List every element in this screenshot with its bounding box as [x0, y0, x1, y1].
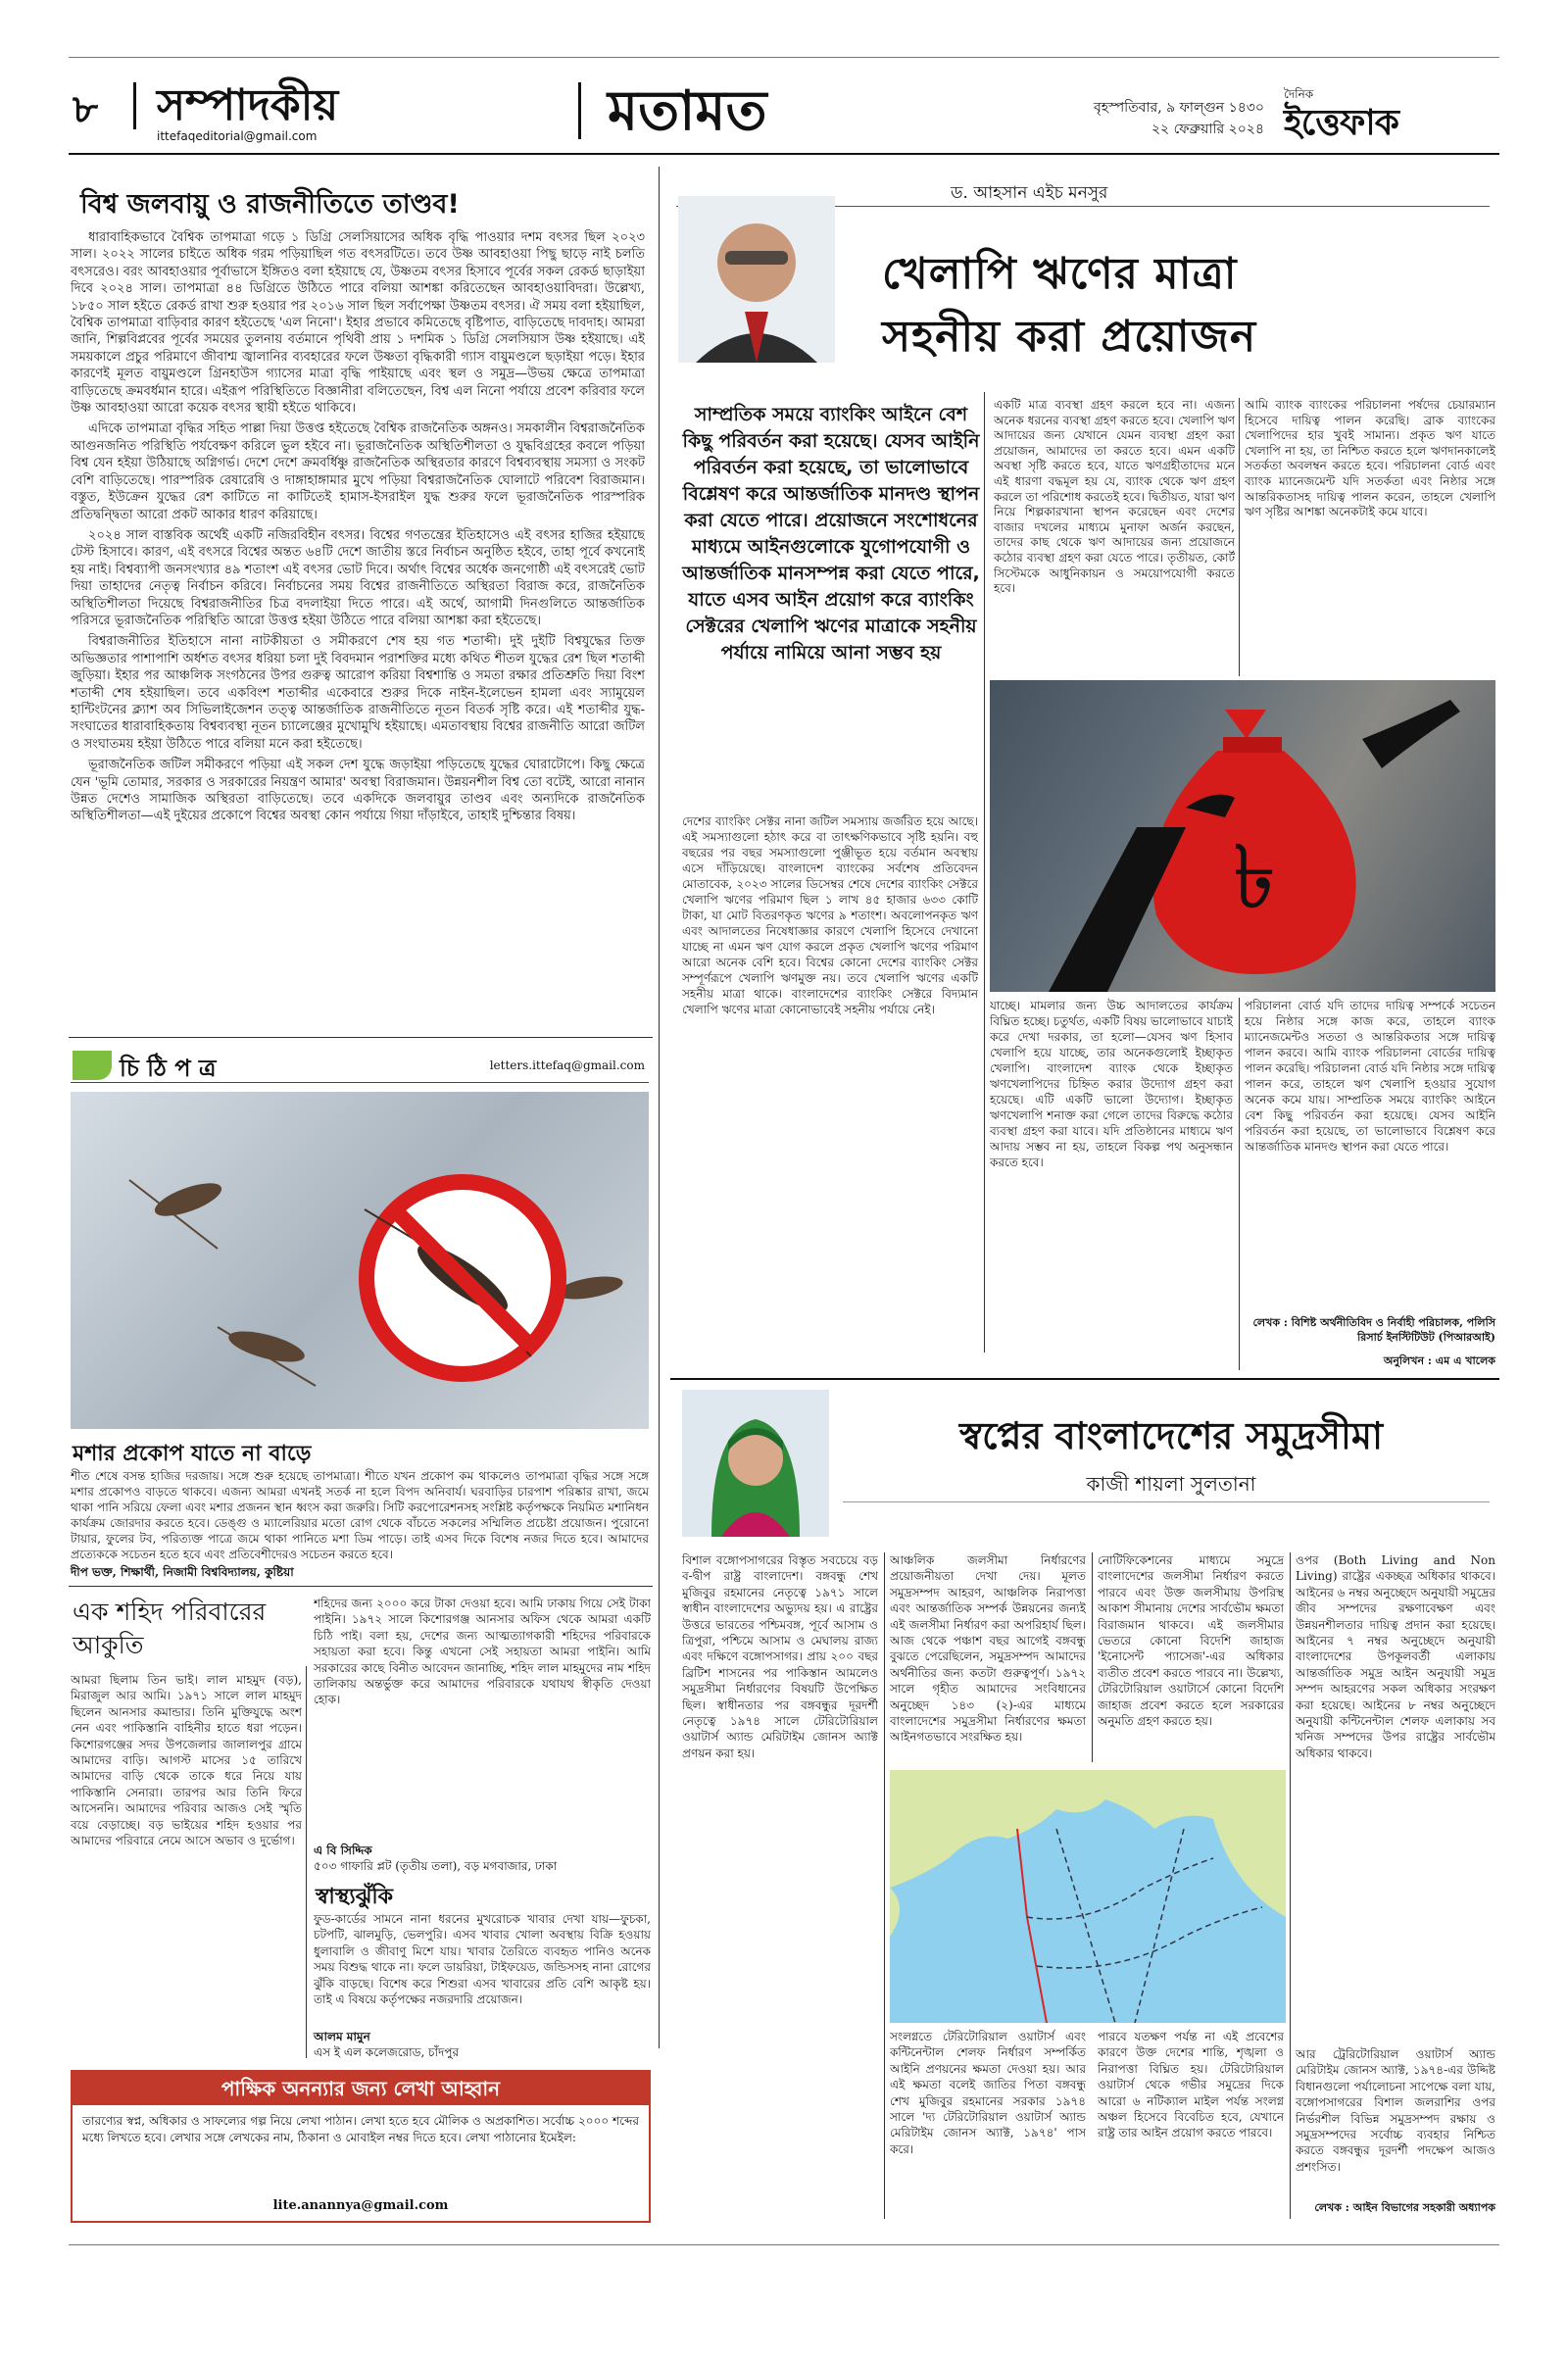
call-email[interactable]: lite.anannya@gmail.com — [272, 2198, 449, 2213]
page-number: ৮ — [73, 87, 98, 132]
martyr-author-address: ৫০৩ গাফারি প্লট (তৃতীয় তলা), বড় মগবাজার, ঢাকা — [314, 1859, 558, 1873]
date-bn: বৃহস্পতিবার, ৯ ফাল্গুন ১৪৩০ — [1093, 100, 1264, 116]
masthead-rule — [69, 153, 1499, 155]
letters-header: চি ঠি প ত্র — [120, 1055, 217, 1082]
oped1-illustration — [990, 680, 1495, 992]
call-body: তারণ্যের স্বপ্ন, অধিকার ও সাফল্যের গল্প নিয়ে লেখা পাঠান। লেখা হতে হবে মৌলিক ও অপ্রকাশিত। সর্বোচ্চ ২০০০ শব্দের মধ্যে লিখতে হবে। লেখার সঙ্গে লেখকের নাম, ঠিকানা ও মোবাইল নম্বর দিতে হবে। লেখা পাঠানোর ইমেইল: — [82, 2114, 639, 2144]
letter-title: মশার প্রকোপ যাতে না বাড়ে — [73, 1442, 312, 1466]
bay-of-bengal-map — [890, 1770, 1286, 2023]
letters-icon — [73, 1051, 112, 1080]
money-bag-hand-illustration — [990, 680, 1495, 992]
bottom-rule — [69, 2244, 1499, 2245]
editorial-body — [71, 229, 645, 994]
letter-author: দীপ ভক্ত, শিক্ষার্থী, নিজামী বিশ্ববিদ্যালয়, কুষ্টিয়া — [71, 1565, 294, 1579]
editorial-paragraph: ২০২৪ সাল বাস্তবিক অর্থেই একটি নজিরবিহীন বৎসর। বিশ্বের গণতন্ত্রের ইতিহাসেও এই বৎসর হাজির হইয়াছে টেস্ট হিসাবে। কারণ, এই বৎসরে বিশ্বের অন্তত ৬৪টি দেশে জাতীয় স্তরে নির্বাচন অনুষ্ঠিত হইবে, তাহা পূর্বে কখনোই হয় নাই। বিশ্বব্যাপী জনসংখ্যার ৪৯ শতাংশ এই বৎসর ভোট দিবে। অর্থাৎ বিশ্বের অর্ধেক জনগোষ্ঠী এই বৎসরেই ভোট দিয়া তাহাদের নেতৃত্ব নির্বাচন করিবে। নির্বাচনের সময় বিশ্বের রাজনীতিতে অস্থিরতা বিরাজ করে, রাজনৈতিক অস্থিতিশীলতা দিয়েছে বিশ্বরাজনীতির চিত্র বদলাইয়া দিতে পারে। এই অর্থে, আগামী দিনগুলিতে আন্তর্জাতিক পরিসরে ভূরাজনৈতিক পরিস্থিতি আরো উত্তপ্ত হইয়া উঠিতে পারে বলিয়া আশঙ্কা করা হইতেছে। — [71, 527, 645, 628]
oped1-col-b: আমি ব্যাংক ব্যাংকের পরিচালনা পর্ষদের চেয়ারম্যান হিসেবে দায়িত্ব পালন করেছি। ব্রাক ব্যাংকের খেলাপিদের হার খুবই সামান্য। প্রকৃত ঋণ যাতে খেলাপি না হয়, তা নিশ্চিত করতে হলে ঋণদানকালেই সতর্কতা অবলম্বন করতে হবে। পরিচালনা বোর্ড এবং ব্যাংক ম্যানেজমেন্ট যদি সতর্কতা এবং নিষ্ঠার সঙ্গে আন্তরিকতাসহ দায়িত্ব পালন করেন, তাহলে খেলাপি ঋণ সৃষ্টির আশঙ্কা অনেকটাই কমে যাবে। — [1245, 398, 1495, 519]
section-title: সম্পাদকীয় — [157, 80, 339, 130]
oped2-divider-2 — [1092, 1552, 1093, 1762]
health-author: আলম মামুন — [314, 2030, 370, 2043]
svg-text:৳: ৳ — [1232, 826, 1277, 929]
page-number-divider — [133, 82, 136, 129]
oped2-col3: নোটিফিকেশনের মাধ্যমে সমুদ্রে বাংলাদেশের জলসীমা নির্ধারণ করতে পারবে এবং উক্ত জলসীমায় উপরিস্থ আকাশ সীমানায় দেশের সার্বভৌম ক্ষমতা বিরাজমান থাকবে। এই জলসীমার ভেতরে কোনো বিদেশি জাহাজ 'ইনোসেন্ট প্যাসেজ'-এর অধিকার ব্যতীত প্রবেশ করতে পারবে না। উল্লেখ্য, টেরিটোরিয়াল ওয়াটার্সে কোনো বিদেশি জাহাজ প্রবেশ করতে হলে সরকারের অনুমতি গ্রহণ করতে হয়। — [1098, 1553, 1284, 1729]
martyr-title: এক শহিদ পরিবারের আকুতি — [73, 1598, 267, 1659]
opinion-divider — [578, 82, 581, 139]
opinion-title: মতামত — [608, 79, 767, 143]
oped2-author: কাজী শায়লা সুলতানা — [1086, 1472, 1256, 1496]
oped1-title-line2: সহনীয় করা প্রয়োজন — [882, 312, 1257, 362]
oped1-pullquote: সাম্প্রতিক সময়ে ব্যাংকিং আইনে বেশ কিছু পরিবর্তন করা হয়েছে। যেসব আইনি পরিবর্তন করা হয়েছে, তা ভালোভাবে বিশ্লেষণ করে আন্তর্জাতিক মানদণ্ড স্থাপন করা যেতে পারে। প্রয়োজনে সংশোধনের মাধ্যমে আইনগুলোকে যুগোপযোগী ও আন্তর্জাতিক মানসম্পন্ন করা যেতে পারে, যাতে এসব আইন প্রয়োগ করে ব্যাংকিং সেক্টরের খেলাপি ঋণের মাত্রাকে সহনীয় পর্যায়ে নামিয়ে আনা সম্ভব হয় — [682, 404, 980, 664]
no-mosquito-illustration — [71, 1092, 649, 1429]
oped2-col1: বিশাল বঙ্গোপসাগরের বিস্তৃত সবচেয়ে বড় ব-দ্বীপ রাষ্ট্র বাংলাদেশ। বঙ্গবন্ধু শেখ মুজিবুর রহমানের নেতৃত্বে ১৯৭১ সালে স্বাধীন বাংলাদেশের অভ্যুদয় হয়। এ রাষ্ট্রের উত্তরে ভারতের পশ্চিমবঙ্গ, পূর্বে আসাম ও ত্রিপুরা, পশ্চিমে আসাম ও মেঘালয় রাজ্য এবং দক্ষিণে বঙ্গোপসাগর। প্রায় ২০০ বছর ব্রিটিশ শাসনের পর পাকিস্তান আমলেও সমুদ্রসীমা নির্ধারণের বিষয়টি উপেক্ষিত ছিল। স্বাধীনতার পর বঙ্গবন্ধুর দূরদর্শী নেতৃত্বে ১৯৭৪ সালে টেরিটোরিয়াল ওয়াটার্স অ্যান্ড মেরিটাইম জোনস অ্যাক্ট প্রণয়ন করা হয়। — [682, 1553, 878, 1760]
section-email: ittefaqeditorial@gmail.com — [157, 129, 318, 143]
oped1-title-line1: খেলাপি ঋণের মাত্রা — [882, 249, 1238, 299]
oped2-title-rule — [843, 1501, 1490, 1502]
editorial-title: বিশ্ব জলবায়ু ও রাজনীতিতে তাণ্ডব! — [80, 189, 460, 220]
logo-main: ইত্তেফাক — [1284, 103, 1398, 143]
author-portrait-icon — [678, 196, 835, 363]
oped2-title: স্বপ্নের বাংলাদেশের সমুদ্রসীমা — [958, 1414, 1384, 1457]
oped2-divider-3 — [1290, 1552, 1291, 2219]
letters-header-box — [71, 1049, 649, 1083]
martyr-body-right: শহিদের জন্য ২০০০ করে টাকা দেওয়া হবে। আমি ঢাকায় গিয়ে সেই টাকা পাইনি। ১৯৭২ সালে কিশোরগঞ্জ আনসার অফিস থেকে আমরা একটি চিঠি পাই। বলা হয়, দেশের জন্য আত্মত্যাগকারী শহিদের পরিবারকে সহায়তা করা হবে। কিন্তু এখনো সেই সহায়তা আমরা পাইনি। আমি সরকারের কাছে বিনীত আবেদন জানাচ্ছি, শহিদ লাল মাহমুদের নাম শহিদ তালিকায় অন্তর্ভুক্ত করে আমাদের পরিবারকে যথাযথ স্বীকৃতি দেওয়া হোক। — [314, 1597, 651, 1707]
editorial-paragraph: এদিকে তাপমাত্রা বৃদ্ধির সহিত পাল্লা দিয়া উত্তপ্ত হইতেছে বৈশ্বিক রাজনৈতিক অঙ্গনও। সমকালীন বিশ্বরাজনৈতিক আগুনজনিত পরিস্থিতি পর্যবেক্ষণ করিলে ভুল হইবে না। ভূরাজনৈতিক অস্থিতিশীলতা ও যুদ্ধবিগ্রহের কবলে পড়িয়া বিশ্ব যেন হইয়া উঠিয়াছে অগ্নিগর্ভ। দেশে দেশে ক্রমবর্ধিষ্ণু রাজনৈতিক অস্থিরতার কারণে বিশ্বব্যবস্থায় সমস্যা ও সংকট বেশি বাড়িতেছে। পারস্পরিক রেষারেষি ও দাঙ্গাহাঙ্গামার মুখে পড়িয়া বিশ্বরাজনৈতিক ঘোলাটে পরিবেশ বিরাজমান। বস্তুত, ইউক্রেন যুদ্ধের রেশ কাটিতে না কাটিতেই হামাস-ইসরাইল যুদ্ধ শুরুর ফলে ভূরাজনৈতিক পারস্পরিক প্রতিদ্বন্দ্বিতা আরো প্রকট আকার ধারণ করিয়াছে। — [71, 421, 645, 522]
letter-body: শীত শেষে বসন্ত হাজির দরজায়। সঙ্গে শুরু হয়েছে তাপমাত্রা। শীতে যখন প্রকোপ কম থাকলেও তাপমাত্রা বৃদ্ধির সঙ্গে সঙ্গে মশার প্রকোপও বাড়তে থাকবে। এজন্য আমরা এখনই সতর্ক না হলে বিপদ অনিবার্য। ঘরবাড়ির চারপাশ পরিষ্কার রাখা, জমে থাকা পানি সরিয়ে ফেলা এবং মশার প্রজনন স্থান ধ্বংস করা জরুরি। সিটি করপোরেশনসহ সংশ্লিষ্ট কর্তৃপক্ষকে নিয়মিত মশানিধন কার্যক্রম জোরদার করতে হবে। ডেঙ্গু ও ম্যালেরিয়ার মতো রোগ থেকে বাঁচতে সকলের সম্মিলিত প্রচেষ্টা প্রয়োজন। পুরোনো টায়ার, ফুলের টব, পরিত্যক্ত পাত্রে জমে থাকা পানিতে মশা ডিম পাড়ে। তাই এসব দিকে বিশেষ নজর দিতে হবে। আমাদের প্রত্যেককে সচেতন হতে হবে এবং প্রতিবেশীদেরও সচেতন করতে হবে। — [71, 1469, 649, 1561]
oped1-author: ড. আহসান এইচ মনসুর — [951, 183, 1108, 203]
oped1-body-right: পরিচালনা বোর্ড যদি তাদের দায়িত্ব সম্পর্কে সচেতন হয়ে নিষ্ঠার সঙ্গে কাজ করে, তাহলে ব্যাংক ম্যানেজমেন্টও সততা ও আন্তরিকতার সঙ্গে দায়িত্ব পালন করবে। আমি ব্যাংক পরিচালনা বোর্ডের দায়িত্ব পালন করেছি। পরিচালনা বোর্ড যদি নিষ্ঠার সঙ্গে দায়িত্ব পালন করে, তাহলে ঋণ খেলাপি হওয়ার সুযোগ অনেক কমে যায়। সাম্প্রতিক সময়ে ব্যাংকিং আইনে বেশ কিছু পরিবর্তন করা হয়েছে। যেসব আইনি পরিবর্তন করা হয়েছে, তা ভালোভাবে বিশ্লেষণ করে আন্তর্জাতিক মানদণ্ড স্থাপন করা যেতে পারে। — [1245, 999, 1495, 1154]
call-title: পাক্ষিক অনন্যার জন্য লেখা আহ্বান — [73, 2072, 649, 2105]
oped2-divider-1 — [884, 1552, 885, 2219]
martyr-body-left: আমরা ছিলাম তিন ভাই। লাল মাহমুদ (বড়), মিরাজুল আর আমি। ১৯৭১ সালে লাল মাহমুদ ছিলেন আনসার কমান্ডার। তিনি মুক্তিযুদ্ধে অংশ নেন এবং পাকিস্তানি বাহিনীর হাতে ধরা পড়েন। কিশোরগঞ্জের সদর উপজেলার জালালপুর গ্রামে আমাদের বাড়ি। আগস্ট মাসের ১৫ তারিখে আমাদের বাড়ি থেকে তাকে ধরে নিয়ে যায় পাকিস্তানি সেনারা। তারপর আর তিনি ফিরে আসেননি। আমাদের পরিবার আজও সেই স্মৃতি বয়ে বেড়াচ্ছে। বড় ভাইয়ের শহিদ হওয়ার পর আমাদের পরিবারে নেমে আসে অভাব ও দুর্ভোগ। — [71, 1673, 302, 1848]
editorial-paragraph: ভূরাজনৈতিক জটিল সমীকরণে পড়িয়া এই সকল দেশ যুদ্ধে জড়াইয়া পড়িতেছে যুদ্ধের ঘোরাটোপে। কিছু ক্ষেত্রে যেন 'ভূমি তোমার, সরকার ও সরকারের নিয়ন্ত্রণ আমার' অবস্থা বিরাজমান। উন্নয়নশীল বিশ্ব তো বটেই, আরো নানান উন্নত দেশেও সামাজিক অস্থিরতা বাড়িতেছে। তবে একদিকে জলবায়ুর তাণ্ডব এবং অন্যদিকে রাজনৈতিক অস্থিতিশীলতা—এই দুইয়ের প্রকোপে বিশ্বের অবস্থা কোন পর্যায়ে গিয়া দাঁড়াইবে, তাহাই দুশ্চিন্তার বিষয়। — [71, 758, 645, 824]
health-body: ফুড-কার্ডের সামনে নানা ধরনের মুখরোচক খাবার দেখা যায়—ফুচকা, চটপটি, ঝালমুড়ি, ভেলপুরি। এসব খাবার খোলা অবস্থায় বিক্রি হওয়ায় ধুলাবালি ও জীবাণু মিশে যায়। খাবার তৈরিতে ব্যবহৃত পানিও অনেক সময় বিশুদ্ধ থাকে না। ফলে ডায়রিয়া, টাইফয়েড, জন্ডিসসহ নানা রোগের ঝুঁকি বাড়ছে। বিশেষ করে শিশুরা এসব খাবারের প্রতি বেশি আকৃষ্ট হয়। তাই এ বিষয়ে কর্তৃপক্ষের নজরদারি প্রয়োজন। — [314, 1912, 651, 2007]
oped1-body-main: দেশের ব্যাংকিং সেক্টর নানা জটিল সমস্যায় জর্জরিত হয়ে আছে। এই সমস্যাগুলো হঠাৎ করে বা তাৎক্ষণিকভাবে সৃষ্টি হয়নি। বহু বছরের পর বছর সমস্যাগুলো পুঞ্জীভূত হয়ে বর্তমান অবস্থায় এসে দাঁড়িয়েছে। বাংলাদেশ ব্যাংকের সর্বশেষ প্রতিবেদন মোতাবেক, ২০২৩ সালের ডিসেম্বর শেষে দেশের ব্যাংকিং সেক্টরে খেলাপি ঋণের পরিমাণ ছিল ১ লাখ ৪৫ হাজার ৬৩৩ কোটি টাকা, যা মোট বিতরণকৃত ঋণের ৯ শতাংশ। অবলোপনকৃত ঋণ এবং আদালতের নিষেধাজ্ঞার কারণে খেলাপি হিসেবে দেখানো যাচ্ছে না এমন ঋণ যোগ করলে প্রকৃত খেলাপি ঋণের পরিমাণ আরো অনেক বেশি হবে। বিশ্বের কোনো দেশের ব্যাংকিং সেক্টর সম্পূর্ণরূপে খেলাপি ঋণমুক্ত নয়। তবে খেলাপি ঋণের একটি সহনীয় মাত্রা থাকে। বাংলাদেশের ব্যাংকিং সেক্টরে বিদ্যমান খেলাপি ঋণের মাত্রা কোনোভাবেই সহনীয় পর্যায়ে নেই। — [682, 814, 978, 1016]
oped1-divider-a — [984, 392, 985, 1353]
call-box — [71, 2070, 651, 2223]
oped2-col-b2: পারবে যতক্ষণ পর্যন্ত না এই প্রবেশের কারণে উক্ত দেশের শান্তি, শৃঙ্খলা ও নিরাপত্তা বিঘ্নিত হয়। টেরিটোরিয়াল ওয়াটার্স থেকে গভীর সমুদ্রের দিকে আরো ৬ নটিক্যাল মাইল পর্যন্ত সংলগ্ন অঞ্চল হিসেবে বিবেচিত হবে, যেখানে রাষ্ট্র তার আইন প্রয়োগ করতে পারবে। — [1098, 2030, 1284, 2140]
oped1-body-mid: যাচ্ছে। মামলার জন্য উচ্চ আদালতের কার্যক্রম বিঘ্নিত হচ্ছে। চতুর্থত, একটি বিষয় ভালোভাবে যাচাই করে দেখা দরকার, তা হলো—যেসব ঋণ হিসাব খেলাপি হয়ে যাচ্ছে, তার অনেকগুলোই ইচ্ছাকৃত খেলাপি। বাংলাদেশ ব্যাংক থেকে ইচ্ছাকৃত ঋণখেলাপিদের চিহ্নিত করার উদ্যোগ গ্রহণ করা হয়েছে। এটি একটি ভালো উদ্যোগ। ইচ্ছাকৃত ঋণখেলাপি শনাক্ত করা গেলে তাদের বিরুদ্ধে কঠোর ব্যবস্থা গ্রহণ করা যাবে। যদি প্রতিষ্ঠানের মাধ্যমে ঋণ আদায় সম্ভব না হয়, তাহলে বিকল্প পথ অনুসন্ধান করতে হবে। — [990, 999, 1233, 1169]
letters-rule — [69, 1037, 653, 1038]
editorial-paragraph: বিশ্বরাজনীতির ইতিহাসে নানা নাটকীয়তা ও সমীকরণে শেষ হয় গত শতাব্দী। দুই দুইটি বিশ্বযুদ্ধের তিক্ত অভিজ্ঞতার পাশাপাশি অর্ধশত বৎসর ধরিয়া চলা দুই বিবদমান পরাশক্তির মধ্যে কথিত শীতল যুদ্ধের রেশ ছিল শতাব্দী জুড়িয়া। ইহার পর আঞ্চলিক সংগঠনের উপর গুরুত্ব আরোপ করিয়া বিশ্বশান্তি ও সমতা রক্ষার প্রতিশ্রুতি দিয়া বিংশ শতাব্দী শেষ হইয়াছিল। তবে একবিংশ শতাব্দীর একেবারে শুরুর দিকে নাইন-ইলেভেন হামলা এবং স্যামুয়েল হান্টিংটনের ক্ল্যাশ অব সিভিলাইজেশন তত্ত্ব আন্তর্জাতিক রাজনীতিতে নূতন বিতর্ক সৃষ্টি করে। এই শতাব্দীর যুদ্ধ-সংঘাতের ধারাবাহিকতায় বিশ্বব্যবস্থা নূতন চ্যালেঞ্জের মুখোমুখি হইয়াছে। এমতাবস্থায় বিশ্বের রাজনীতি আরো জটিল ও সংঘাতময় হইয়া উঠিতে পারে বলিয়া মনে করা হইতেছে। — [71, 634, 645, 752]
oped2-col4: ওপর (Both Living and Non Living) রাষ্ট্রের একচ্ছত্র অধিকার থাকবে। আইনের ৬ নম্বর অনুচ্ছেদে অনুযায়ী সমুদ্রের জীব সম্পদের রক্ষণাবেক্ষণ এবং উন্নয়নশীলতার দায়িত্ব প্রদান করা হয়েছে। আইনের ৭ নম্বর অনুচ্ছেদে অনুযায়ী বাংলাদেশের উপকূলবর্তী এলাকায় আন্তর্জাতিক সমুদ্র আইন অনুযায়ী সমুদ্র সম্পদ আহরণের সকল অধিকার সংরক্ষণ করা হয়েছে। আইনের ৮ নম্বর অনুচ্ছেদে অনুযায়ী কন্টিনেন্টাল শেলফ এলাকায় সব খনিজ সম্পদের উপর রাষ্ট্রের সার্বভৌম অধিকার থাকবে। — [1296, 1553, 1495, 1760]
oped1-divider-c — [1239, 998, 1240, 1370]
martyr-rule — [69, 1586, 653, 1587]
oped2-col-b4: আর ট্রেরিটোরিয়াল ওয়াটার্স অ্যান্ড মেরিটাইম জোনস অ্যাক্ট, ১৯৭৪-এর উদ্দিষ্ট বিধানগুলো পর্যালোচনা সাপেক্ষে বলা যায়, বঙ্গোপসাগরের বিশাল জলরাশির ওপর নির্ভরশীল বিভিন্ন সমুদ্রসম্পদ রক্ষায় ও সমুদ্রসম্পদের সর্বোচ্চ ব্যবহার নিশ্চিত করতে বঙ্গবন্ধুর দূরদর্শী পদক্ষেপ আজও প্রশংসিত। — [1296, 2047, 1495, 2174]
health-author-address: এস ই এল কলেজরোড, চাঁদপুর — [314, 2045, 460, 2059]
oped1-divider-b — [1239, 398, 1240, 676]
col-divider-1 — [659, 167, 660, 2048]
martyr-author: এ বি সিদ্দিক — [314, 1844, 372, 1857]
mosquito-photo — [71, 1092, 649, 1429]
letters-email: letters.ittefaq@gmail.com — [489, 1058, 645, 1072]
logo-small: দৈনিক — [1284, 87, 1314, 101]
oped1-footnote: লেখক : বিশিষ্ট অর্থনীতিবিদ ও নির্বাহী পরিচালক, পলিসি রিসার্চ ইনস্টিটিউট (পিআরআই) — [1252, 1316, 1495, 1344]
editorial-paragraph: ধারাবাহিকভাবে বৈশ্বিক তাপমাত্রা গড়ে ১ ডিগ্রি সেলসিয়াসের অধিক বৃদ্ধি পাওয়ার দশম বৎসর ছিল ২০২৩ সাল। ২০২২ সালের চাইতে অধিক গরম পড়িয়াছিল গত বৎসরটিতে। তবে উষ্ণ আবহাওয়া পিছু ছাড়ে নাই চলতি বৎসরেও। বরং আবহাওয়ার পূর্বাভাসে ইঙ্গিতও বলা হইয়াছে যে, উষ্ণতম বৎসর হিসাবে পূর্বের সকল রেকর্ড ছাড়াইয়া দিবে ২০২৪ সাল। তাপমাত্রা ৪৪ ডিগ্রিতে উঠিতে পারে বলিয়া আশঙ্কা করিতেছেন আবহাওয়াবিদরা। উল্লেখ্য, ১৮৫০ সাল হইতে রেকর্ড রাখা শুরু হওয়ার পর ২০১৬ সাল ছিল সর্বাপেক্ষা উষ্ণতম বৎসর। ঐ সময় বলা হইয়াছিল, বৈশ্বিক তাপমাত্রা বাড়িবার কারণ হইতেছে 'এল নিনো'। ইহার প্রভাবে কমিতেছে বৃষ্টিপাত, বাড়িতেছে দাবদাহ। আমরা জানি, শিল্পবিপ্লবের পূর্বের সময়ের তুলনায় বর্তমানে পৃথিবী প্রায় ১ দশমিক ১ ডিগ্রি সেলসিয়াস উষ্ণ হইয়াছে। এই সময়কালে প্রচুর পরিমাণে জীবাশ্ম জ্বালানির ব্যবহারের ফলে উষ্ণতা বৃদ্ধিকারী গ্যাস বায়ুমণ্ডলে ছড়াইয়া পড়ে। ইহার কারণেই মূলত বায়ুমণ্ডলে গ্রিনহাউস গ্যাসের মাত্রা বৃদ্ধি পাইয়াছে এবং স্থল ও সমুদ্র—উভয় ক্ষেত্রে তাপমাত্রা বাড়িতেছে ক্রমবর্ধমান হারে। এইরূপ পরিস্থিতিতে বিজ্ঞানীরা বলিতেছেন, বিশ্ব এল নিনো পর্যায়ে প্রবেশ করিবার ফলে উষ্ণ আবহাওয়া আরো কয়েক বৎসর স্থায়ী হইতে থাকিবে। — [71, 230, 645, 417]
oped2-col2: আঞ্চলিক জলসীমা নির্ধারণের প্রয়োজনীয়তা দেখা দেয়। মূলত সমুদ্রসম্পদ আহরণ, আঞ্চলিক নিরাপত্তা এবং আন্তর্জাতিক সম্পর্ক উন্নয়নের জন্যই এই জলসীমা নির্ধারণ করা অপরিহার্য ছিল। আজ থেকে পঞ্চাশ বছর আগেই বঙ্গবন্ধু বুঝতে পেরেছিলেন, সমুদ্রসম্পদ আমাদের অর্থনীতির জন্য কতটা গুরুত্বপূর্ণ। ১৯৭২ সালে গৃহীত আমাদের সংবিধানের অনুচ্ছেদ ১৪৩ (২)-এর মাধ্যমে বাংলাদেশের সমুদ্রসীমা নির্ধারণের ক্ষমতা আইনগতভাবে সংরক্ষিত হয়। — [890, 1553, 1086, 1745]
top-rule — [69, 57, 1499, 58]
logo — [1280, 84, 1495, 143]
oped1-col-a: একটি মাত্র ব্যবস্থা গ্রহণ করলে হবে না। এজন্য অনেক ধরনের ব্যবস্থা গ্রহণ করতে হবে। খেলাপি ঋণ আদায়ের জন্য যেখানে যেমন ব্যবস্থা গ্রহণ করা প্রয়োজন, আমাদের তা করতে হবে। এমন একটি অবস্থা সৃষ্টি করতে হবে, যাতে ঋণগ্রহীতাদের মনে এই ধারণা বদ্ধমূল হয় যে, ব্যাংক থেকে ঋণ গ্রহণ করলে তা পরিশোধ করতেই হবে। দ্বিতীয়ত, যারা ঋণ নিয়ে শিল্পকারখানা স্থাপন করেছেন এবং দেশের বাজার দখলের মাধ্যমে মুনাফা অর্জন করছেন, তাদের কাছ থেকে ঋণ আদায়ের জন্য প্রয়োজনে কঠোর ব্যবস্থা গ্রহণ করা যেতে পারে। তৃতীয়ত, কোর্ট সিস্টেমকে আধুনিকায়ন ও সময়োপযোগী করতে হবে। — [994, 398, 1235, 596]
martyr-divider — [306, 1666, 307, 2058]
health-title: স্বাস্থ্যঝুঁকি — [316, 1885, 394, 1909]
oped1-translator: অনুলিখন : এম এ খালেক — [1383, 1354, 1495, 1367]
oped2-col-b1: সংলগ্নতে টেরিটোরিয়াল ওয়াটার্স এবং কন্টিনেন্টাল শেলফ নির্ধারণ সম্পর্কিত আইনি প্রণয়নের ক্ষমতা দেওয়া হয়। আর এই ক্ষমতা বলেই জাতির পিতা বঙ্গবন্ধু শেখ মুজিবুর রহমানের সরকার ১৯৭৪ সালে 'দ্য টেরিটোরিয়াল ওয়াটার্স অ্যান্ড মেরিটাইম জোনস অ্যাক্ট, ১৯৭৪' পাস করে। — [890, 2030, 1086, 2156]
maritime-map — [890, 1770, 1286, 2023]
oped2-rule — [670, 1378, 1499, 1380]
date-en: ২২ ফেব্রুয়ারি ২০২৪ — [1151, 122, 1264, 137]
oped2-footnote: লেখক : আইন বিভাগের সহকারী অধ্যাপক — [1314, 2201, 1495, 2214]
oped1-author-photo — [678, 196, 835, 363]
author-portrait-icon — [682, 1390, 829, 1537]
oped2-author-photo — [682, 1390, 829, 1537]
